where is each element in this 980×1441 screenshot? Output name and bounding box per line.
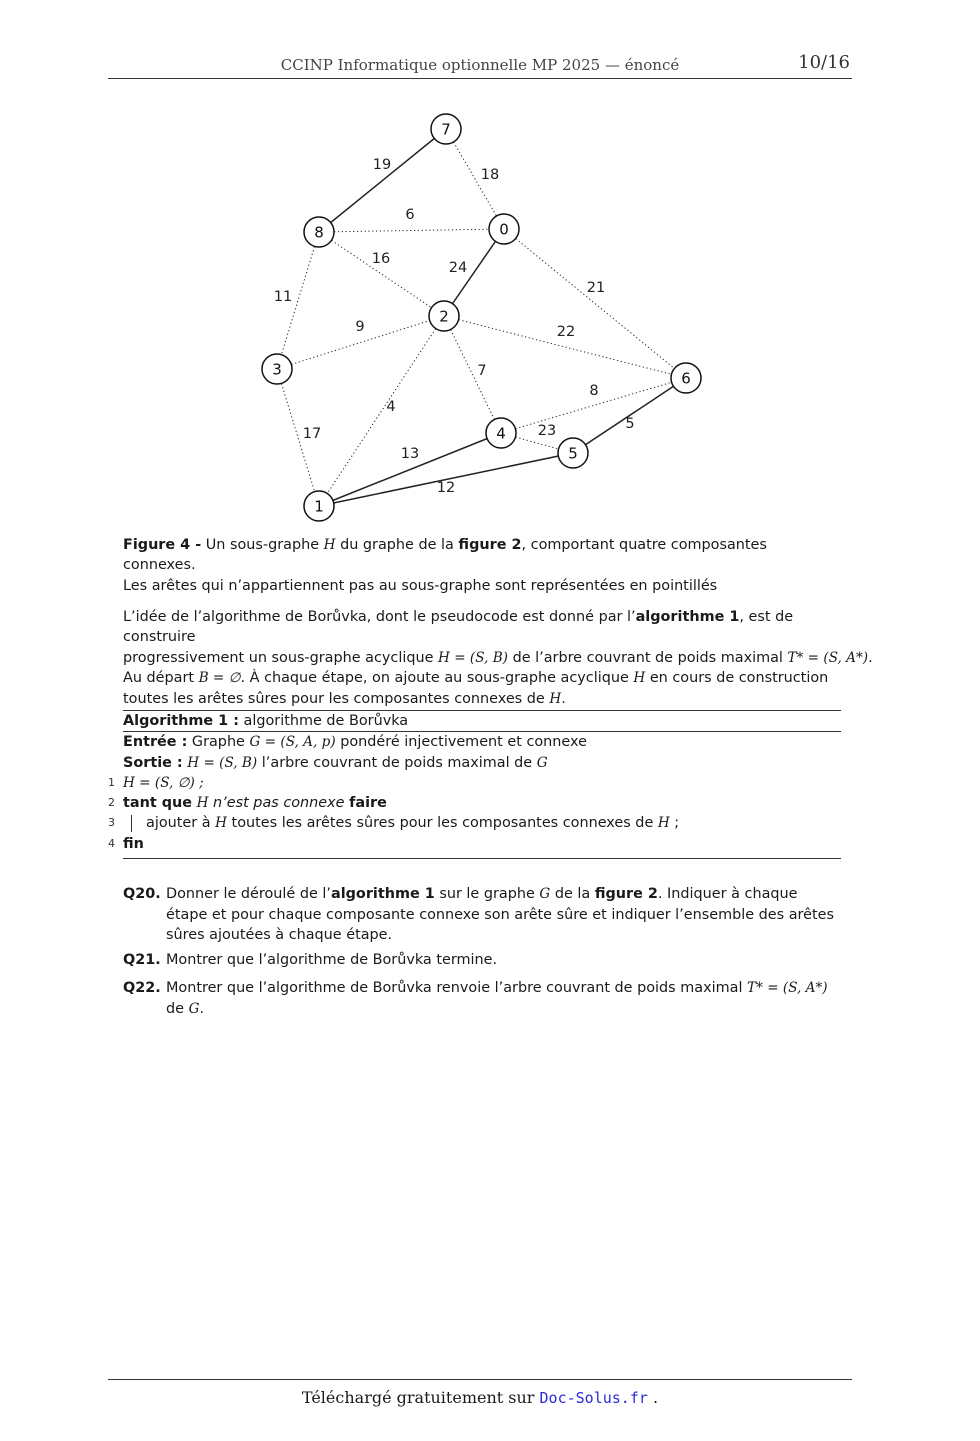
edge-weight-label: 17 [302,426,322,442]
algo-math: G = (S, A, p) [249,734,336,751]
figure-caption [123,535,843,596]
edge-weight-label: 22 [556,324,576,340]
edge-weight-label: 8 [589,383,599,399]
caption-text: Un sous-graphe [201,537,324,553]
algo-keyword: tant que [123,795,193,812]
edge-weight-label: 24 [448,260,468,276]
line-number: 3 [108,816,115,830]
page-number: 10/16 [798,52,850,73]
algo-rule-bottom [123,858,841,859]
q-math: G [539,886,551,902]
q-text: . [199,1000,205,1017]
para-text: . À chaque étape, on ajoute au sous-graphe acyclique [240,670,634,687]
q-text: de la [550,886,595,902]
question-label: Q21. [123,952,161,968]
line-number: 1 [108,775,115,789]
q-ref: figure 2 [594,886,658,902]
algo-text: ; [669,815,680,832]
graph-edge-2-1 [319,316,444,506]
algorithm-box [108,710,841,859]
q-ref: algorithme 1 [330,886,435,902]
caption-text: , comportant quatre composantes connexes. [123,537,767,574]
para-text: progressivement un sous-graphe acyclique [123,649,439,666]
edge-weight-label: 19 [372,157,392,173]
node-label: 6 [681,369,691,388]
algo-title [123,711,841,731]
para-text: en cours de construction [645,670,829,687]
algo-keyword: fin [123,835,144,852]
caption-line-1 [123,535,843,576]
para-line [123,648,873,668]
algo-line-3 [108,813,841,833]
question-label: Q22. [123,980,161,996]
algo-math: H = (S, ∅) ; [123,774,204,791]
edge-weight-label: 23 [537,423,557,439]
q-math: G [188,1000,200,1017]
line-number: 2 [108,796,115,810]
algo-text: pondéré injectivement et connexe [335,734,587,751]
node-label: 0 [499,220,509,239]
para-ref: algorithme 1 [635,609,740,625]
para-text: . [561,690,566,707]
algo-math: H [215,815,227,832]
footer-link[interactable]: Doc-Solus.fr [539,1389,648,1407]
para-line [123,607,843,648]
graph-edge-0-6 [504,229,686,378]
algo-text: ajouter à [146,815,216,832]
footer-label: Téléchargé gratuitement sur [301,1388,540,1407]
q-text: de [166,1000,189,1017]
graph-edge-8-2 [319,232,444,316]
edge-weight-label: 5 [625,416,635,432]
edge-weight-label: 12 [436,480,456,496]
edge-weight-label: 6 [405,207,415,223]
algo-output-label: Sortie : [123,754,183,771]
page-header [108,52,852,79]
edge-weight-label: 21 [586,280,606,296]
algo-text: Graphe [187,734,250,751]
caption-label: Figure 4 - [123,537,202,553]
algo-text: l’arbre couvrant de poids maximal de [257,754,537,771]
question-text: Montrer que l’algorithme de Borůvka termine. [166,952,498,968]
node-label: 8 [314,223,324,242]
para-math: B = ∅ [198,670,241,687]
para-text: toutes les arêtes sûres pour les composantes connexes de [123,690,550,707]
graph-edge-8-7 [319,129,446,232]
question-q21 [123,950,841,971]
algo-title-label: Algorithme 1 : [123,713,239,729]
header-title: CCINP Informatique optionnelle MP 2025 — énoncé [280,56,680,74]
q-text: . Indiquer à chaque étape et pour chaque composante connexe son arête sûre et indiquer l’ensemble des arêtes sûres ajoutées à chaque étape. [166,886,834,943]
caption-line-2: Les arêtes qui n’appartiennent pas au sous-graphe sont représentées en pointillés [123,577,718,594]
para-line [123,668,843,688]
caption-math: H [323,537,336,553]
node-label: 3 [272,360,282,379]
edge-weight-label: 18 [480,167,500,183]
q-text: Montrer que l’algorithme de Borůvka renvoie l’arbre couvrant de poids maximal [166,980,748,996]
q-text: sur le graphe [434,886,540,902]
question-label: Q20. [123,886,161,902]
node-label: 7 [441,120,451,139]
algo-input [123,732,841,752]
footer-end: . [647,1388,659,1407]
para-line [123,689,843,709]
indent-bar [131,815,132,832]
algo-keyword: faire [349,795,387,812]
intro-paragraph [123,607,873,709]
para-math: T* = (S, A*) [787,649,869,666]
edge-weight-label: 4 [386,399,396,415]
graph-edge-2-4 [444,316,501,433]
algo-line-2 [108,793,841,813]
graph-edge-1-4 [319,433,501,506]
edge-weight-label: 7 [477,363,487,379]
node-label: 4 [496,424,506,443]
edge-weight-label: 11 [273,289,293,305]
line-number: 4 [108,836,115,850]
caption-ref: figure 2 [458,537,522,553]
algo-math: H [657,815,670,832]
graph-edge-8-0 [319,229,504,232]
para-math: H = (S, B) [438,649,508,666]
para-text: . [868,649,873,666]
para-text: de l’arbre couvrant de poids maximal [508,649,788,666]
algo-input-label: Entrée : [123,734,188,751]
graph-figure [250,108,720,528]
algo-math: H = (S, B) [187,754,258,771]
caption-text: du graphe de la [335,537,459,553]
algo-italic: n’est pas connexe [208,795,350,812]
node-label: 2 [439,307,449,326]
question-q22 [123,978,841,1019]
question-text [166,884,841,946]
para-text: Au départ [123,670,199,687]
q-math: T* = (S, A*) [747,980,828,996]
algo-title-text: algorithme de Borůvka [238,713,409,729]
para-math: H [633,670,646,687]
algo-math: G [536,754,548,771]
algo-math: H [196,795,209,812]
algo-line-4 [108,834,841,854]
page-footer [108,1379,852,1407]
edge-weight-label: 9 [355,319,365,335]
algo-text: toutes les arêtes sûres pour les composantes connexes de [226,815,658,832]
para-text: L’idée de l’algorithme de Borůvka, dont le pseudocode est donné par l’ [123,609,636,625]
algo-output [123,753,841,773]
algo-line-1 [108,773,841,793]
edge-weight-label: 16 [371,251,391,267]
node-label: 5 [568,444,578,463]
footer-text [108,1388,852,1407]
para-math: H [549,690,562,707]
edge-weight-label: 13 [400,446,420,462]
graph-svg [250,108,720,528]
question-q20 [123,884,841,946]
para-text: , est de construire [123,609,794,646]
question-text [166,978,841,1019]
q-text: Donner le déroulé de l’ [166,886,331,902]
node-label: 1 [314,497,324,516]
